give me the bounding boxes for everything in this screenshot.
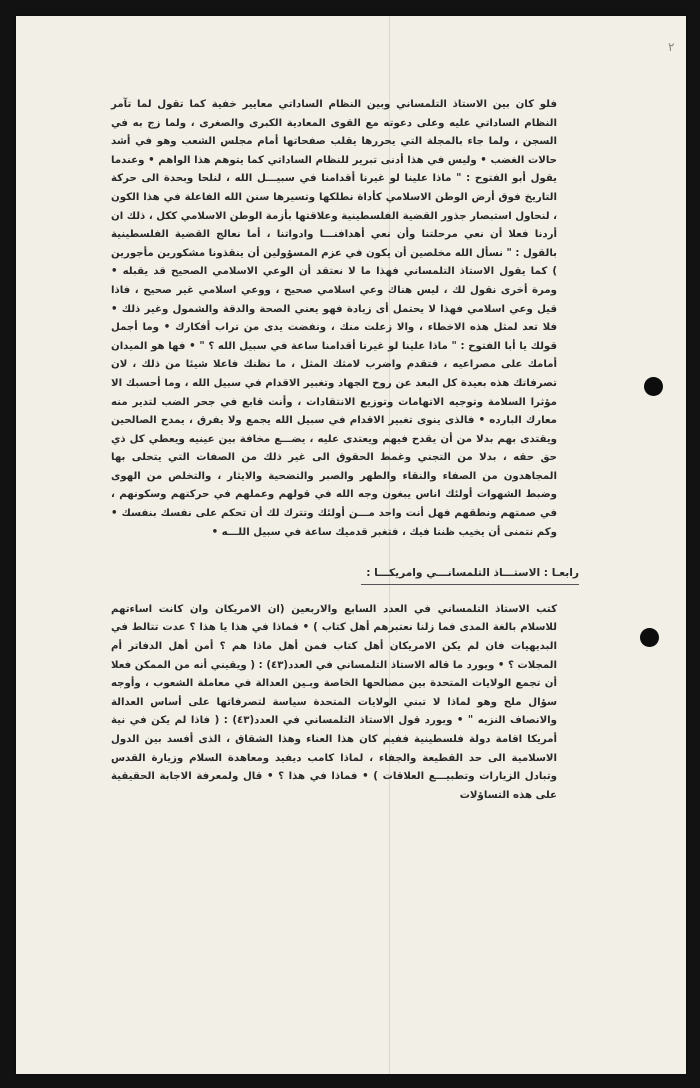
punch-hole-bottom (640, 628, 659, 647)
paragraph-1: فلو كان بين الاستاذ التلمساني وبين النظام الساداتي معايير خفية كما تقول لما تآمر النظام الساداتي عليه وعلى دعوته مع القوى المعادية الكبرى والصغرى ، ولما زج به في السجن ، ولما جاء بالمجلة التي يحررها يقلب صفحاتها أمام مجلس الشعب وهو في أشد حالات الغضب • وليس في هذا أدنى تبرير للنظام الساداتي كما يتوهم هذا الواهم • وعندما يقول أبو الفتوح : " ماذا علينا لو غيرنا أقدامنا في سبيـــل الله ، لنلحا وبحدة الى حركة التاريخ فوق أرض الوطن الاسلامي كأداة نطلكها وتسيرها سنن الله الفاعلة في هذا الكون ، لنحاول استبصار جذور القضية الفلسطينية وعلاقتها بأزمة الوطن الاسلامي ككل ، ذلك ان أردنا فعلا أن نعي مرحلتنا وأن نعي أهدافنـــا وادواتنا ، أما نعالج القضية الفلسطينية بالقول : " نسأل الله مخلصين أن يكون في عزم المسؤولين أن ينقذونا مشكورين مأجورين ) كما يقول الاستاذ التلمساني فهذا ما لا نعتقد أن الوعي الاسلامي الصحيح قد يقبله • ومرة أخرى نقول لك ، ليس هناك وعي اسلامي صحيح ، ووعي اسلامي غير صحيح ، فاذا قيل وعي اسلامي فهذا لا يحتمل أى زيادة فهو يعني الصحة والدقة والشمول وغير ذلك • فلا تعد لمثل هذه الاخطاء ، والا زعلت منك ، ونفضت يدى من تراب أفكارك • وما أجمل قولك يا أبا الفتوح : " ماذا علينا لو غيرنا أقدامنا ساعة في سبيل الله ؟ " • فها هو الميدان أمامك على مصراعيه ، فتقدم واضرب لامثك المثل ، ما نظنك فاعلا شيئا من ذلك ، لان تصرفاتك هذه بعيدة كل البعد عن روح الجهاد وتغبير الاقدام في سبيل الله ، وما أحسبك الا مؤثرا السلامة وتوجيه الاتهامات وتوزيع الانتقادات ، وأنت قابع في جحر الضب لتدير منه معارك البارده • فالذى ينوى تغبير الاقدام في سبيل الله يجمع ولا يفرق ، يمدح الصالحين ويقتدى بهم بدلا من أن يقدح فيهم ويعتدى عليه ، يضـــع مخافة بين عينيه ويعطي كل ذي حق حقه ، بدلا من التجني وغمط الحقوق الى غير ذلك من الصفات التي يتحلى بها المجاهدون من الصفاء والنقاء والطهر والصبر والتضحية والايثار ، والتخلص من الهوى وضبط الشهوات أولئك اناس يبغون وجه الله في قولهم وعملهم في حركتهم وسكونهم ، في صمتهم ونطقهم فهل أنت واحد مـــن أولئك وتترك لك أن تحكم على نفسك بنفسك • وكم نتمنى أن يخيب ظننا فيك ، فتغبر قدميك ساعة في سبيل اللـــه • (111, 99, 557, 538)
page-corner-mark: ٢ (668, 40, 675, 54)
punch-hole-top (644, 377, 663, 396)
document-page (16, 16, 686, 1074)
document-body (111, 96, 579, 805)
section-heading-4: رابعـا : الاستـــاذ التلمسانـــي وامريكـــا : (361, 564, 579, 585)
paragraph-2: كتب الاستاذ التلمساني في العدد السابع والاربعين (ان الامريكان وان كانت اساءتهم للاسلام بالغة المدى فما زلنا نعتبرهم أهل كتاب ) • فماذا في هذا يا هذا ؟ عدت تتالط في البديهيات فان لم يكن الامريكان أهل كتاب فمن أهل ماذا هم ؟ أمن أهل الدفاتر أم المجلات ؟ • ويورد ما قاله الاستاذ التلمساني في العدد(٤٣) : ( ويقيني أنه من الممكن فعلا أن تجمع الولايات المتحدة بين مصالحها الخاصة وبـين العدالة في معاملة الشعوب ، وأوجه سؤال ملح وهو لماذا لا تبني الولايات المتحدة سياسة لتصرفاتها على أساس العدالة والانصاف النزيه " • ويورد قول الاستاذ التلمساني في العدد(٤٣) : ( فاذا لم يكن في نية أمريكا اقامة دولة فلسطينية ففيم كان هذا العناء وهذا الشقاق ، الذى أفسد بين الدول الاسلامية الى حد القطيعة والجفاء ، لماذا كامب ديفيد ومعاهدة السلام وزيارة القدس وتبادل الزيارات وتطبيـــع العلاقات ) • فماذا في هذا ؟ • قال ولمعرفة الاجابة الحقيقية على هذه التساؤلات (111, 603, 557, 801)
